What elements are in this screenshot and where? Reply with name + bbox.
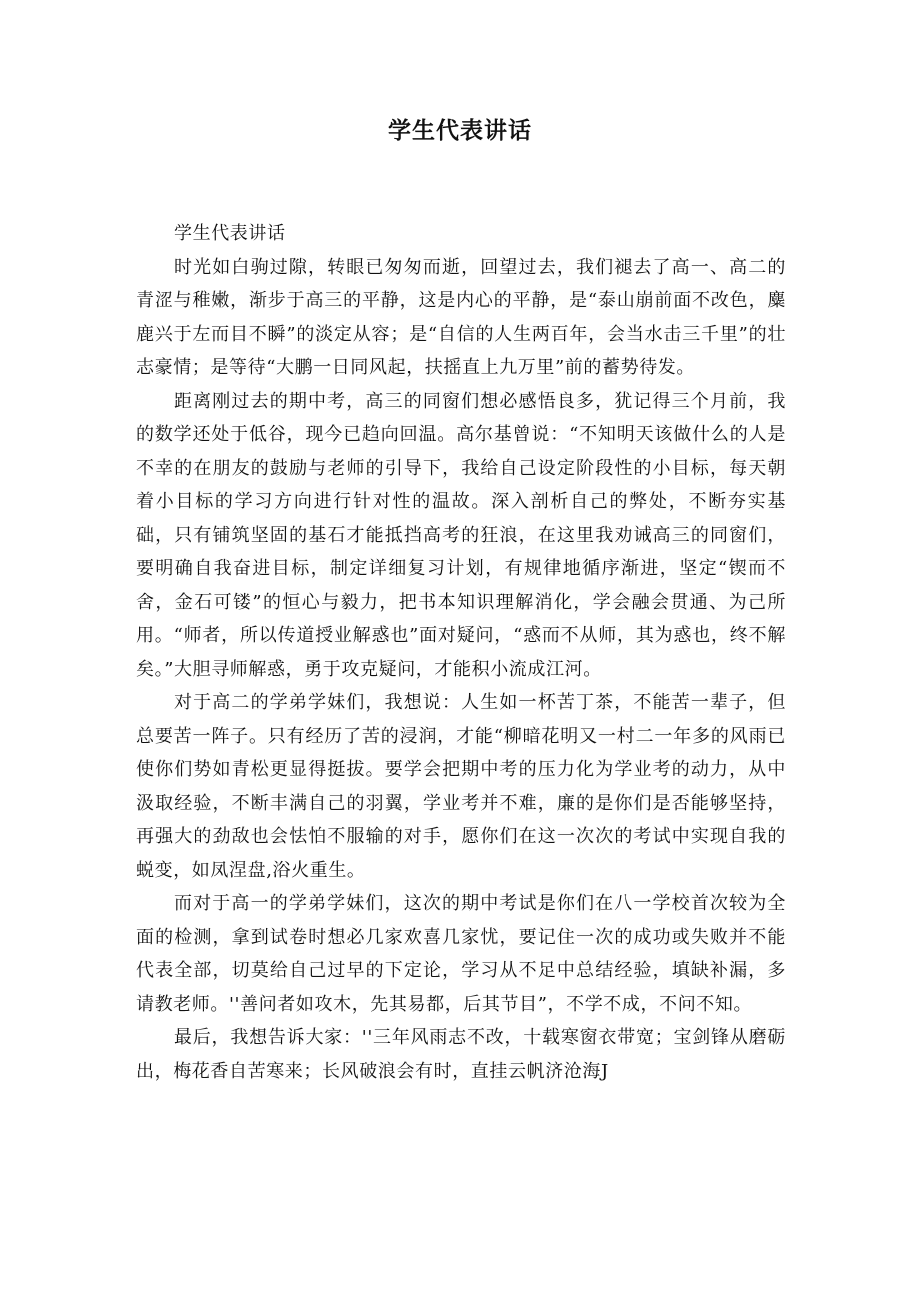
paragraph: 时光如白驹过隙，转眼已匆匆而逝，回望过去，我们褪去了高一、高二的青涩与稚嫩，渐步于高三的平静，这是内心的平静，是“泰山崩前面不改色，麋鹿兴于左而目不瞬”的淡定从容；是“自信的人生两百年，会当水击三千里”的壮志豪情；是等待“大鹏一日同风起，扶摇直上九万里”前的蓄势待发。 — [136, 256, 786, 378]
paragraph: 距离刚过去的期中考，高三的同窗们想必感悟良多，犹记得三个月前，我的数学还处于低谷，现今已趋向回温。高尔基曾说：“不知明天该做什么的人是不幸的在朋友的鼓励与老师的引导下，我给自己设定阶段性的小目标，每天朝着小目标的学习方向进行针对性的温故。深入剖析自己的弊处，不断夯实基础，只有铺筑坚固的基石才能抵挡高考的狂浪，在这里我劝诫高三的同窗们，要明确自我奋进目标，制定详细复习计划，有规律地循序渐进，坚定“锲而不舍，金石可镂”的恒心与毅力，把书本知识理解消化，学会融会贯通、为己所用。“师者，所以传道授业解惑也”面对疑问，“惑而不从师，其为惑也，终不解矣。”大胆寻师解惑，勇于攻克疑问，才能积小流成江河。 — [136, 390, 786, 680]
paragraph: 最后，我想告诉大家：''三年风雨志不改，十载寒窗衣带宽；宝剑锋从磨砺出，梅花香自苦寒来；长风破浪会有时，直挂云帆济沧海J — [136, 1027, 786, 1082]
paragraph: 而对于高一的学弟学妹们，这次的期中考试是你们在八一学校首次较为全面的检测，拿到试卷时想必几家欢喜几家忧，要记住一次的成功或失败并不能代表全部，切莫给自己过早的下定论，学习从不足中总结经验，填缺补漏，多请教老师。''善问者如攻木，先其易都，后其节目”，不学不成，不问不知。 — [136, 893, 786, 1015]
document-body — [136, 217, 786, 1088]
paragraph-heading: 学生代表讲话 — [174, 223, 286, 244]
paragraph: 对于高二的学弟学妹们，我想说：人生如一杯苦丁茶，不能苦一辈子，但总要苦一阵子。只有经历了苦的浸润，才能“柳暗花明又一村二一年多的风雨已使你们势如青松更显得挺拔。要学会把期中考的压力化为学业考的动力，从中汲取经验，不断丰满自己的羽翼，学业考并不难，廉的是你们是否能够坚持，再强大的劲敌也会怯怕不服输的对手，愿你们在这一次次的考试中实现自我的蜕变，如凤涅盘,浴火重生。 — [136, 692, 786, 881]
document-title: 学生代表讲话 — [388, 118, 532, 144]
